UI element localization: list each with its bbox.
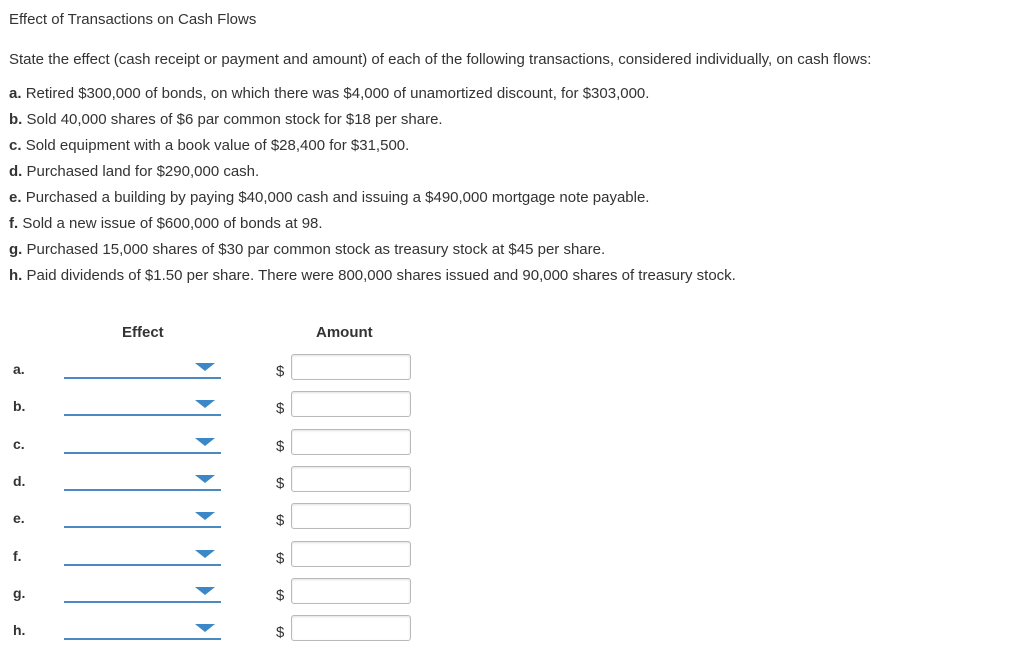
row-label: h.	[13, 622, 26, 638]
transaction-letter: b.	[9, 111, 23, 128]
amount-input-e[interactable]	[291, 503, 411, 529]
answer-row-c	[0, 428, 1024, 465]
amount-column-header: Amount	[316, 324, 373, 341]
transaction-item-c	[9, 137, 736, 163]
amount-input-d[interactable]	[291, 466, 411, 492]
transaction-letter: a.	[9, 85, 22, 102]
chevron-down-icon[interactable]	[195, 512, 215, 520]
row-label: a.	[13, 361, 25, 377]
row-label: c.	[13, 436, 25, 452]
transaction-letter: g.	[9, 241, 23, 258]
transaction-item-h	[9, 267, 736, 293]
transaction-list	[9, 85, 736, 293]
chevron-down-icon[interactable]	[195, 624, 215, 632]
transaction-text: Sold equipment with a book value of $28,400 for $31,500.	[25, 137, 410, 154]
transaction-text: Purchased 15,000 shares of $30 par common stock as treasury stock at $45 per share.	[26, 241, 606, 258]
transaction-letter: h.	[9, 267, 23, 284]
row-label: b.	[13, 398, 26, 414]
amount-input-a[interactable]	[291, 354, 411, 380]
transaction-item-f	[9, 215, 736, 241]
effect-dropdown-d[interactable]	[64, 467, 221, 491]
row-label: g.	[13, 585, 26, 601]
amount-input-g[interactable]	[291, 578, 411, 604]
answer-row-b	[0, 390, 1024, 427]
answer-row-f	[0, 540, 1024, 577]
row-label: f.	[13, 548, 22, 564]
answer-row-a	[0, 353, 1024, 390]
effect-dropdown-a[interactable]	[64, 355, 221, 379]
transaction-letter: c.	[9, 137, 22, 154]
amount-input-h[interactable]	[291, 615, 411, 641]
currency-symbol: $	[276, 400, 285, 417]
transaction-letter: d.	[9, 163, 23, 180]
effect-dropdown-h[interactable]	[64, 616, 221, 640]
chevron-down-icon[interactable]	[195, 438, 215, 446]
currency-symbol: $	[276, 624, 285, 641]
transaction-letter: e.	[9, 189, 22, 206]
answer-row-g	[0, 577, 1024, 614]
chevron-down-icon[interactable]	[195, 587, 215, 595]
transaction-item-e	[9, 189, 736, 215]
transaction-item-g	[9, 241, 736, 267]
transaction-item-d	[9, 163, 736, 189]
answer-row-e	[0, 502, 1024, 539]
transaction-item-a	[9, 85, 736, 111]
answer-row-h	[0, 614, 1024, 651]
page-title: Effect of Transactions on Cash Flows	[9, 11, 257, 28]
effect-dropdown-f[interactable]	[64, 542, 221, 566]
transaction-text: Retired $300,000 of bonds, on which there was $4,000 of unamortized discount, for $303,000.	[25, 85, 650, 102]
currency-symbol: $	[276, 587, 285, 604]
amount-input-f[interactable]	[291, 541, 411, 567]
currency-symbol: $	[276, 438, 285, 455]
chevron-down-icon[interactable]	[195, 400, 215, 408]
effect-dropdown-c[interactable]	[64, 430, 221, 454]
transaction-text: Purchased a building by paying $40,000 cash and issuing a $490,000 mortgage note payable.	[25, 189, 650, 206]
effect-dropdown-g[interactable]	[64, 579, 221, 603]
transaction-text: Purchased land for $290,000 cash.	[26, 163, 260, 180]
row-label: e.	[13, 510, 25, 526]
answer-row-d	[0, 465, 1024, 502]
currency-symbol: $	[276, 475, 285, 492]
effect-dropdown-b[interactable]	[64, 392, 221, 416]
effect-column-header: Effect	[122, 324, 164, 341]
transaction-item-b	[9, 111, 736, 137]
chevron-down-icon[interactable]	[195, 475, 215, 483]
chevron-down-icon[interactable]	[195, 363, 215, 371]
currency-symbol: $	[276, 512, 285, 529]
instructions-text: State the effect (cash receipt or payment and amount) of each of the following transactions, considered individually, on cash flows:	[9, 51, 872, 68]
transaction-text: Sold 40,000 shares of $6 par common stock for $18 per share.	[26, 111, 443, 128]
effect-dropdown-e[interactable]	[64, 504, 221, 528]
transaction-text: Paid dividends of $1.50 per share. There were 800,000 shares issued and 90,000 shares of treasury stock.	[26, 267, 736, 284]
transaction-text: Sold a new issue of $600,000 of bonds at 98.	[22, 215, 323, 232]
chevron-down-icon[interactable]	[195, 550, 215, 558]
transaction-letter: f.	[9, 215, 19, 232]
amount-input-c[interactable]	[291, 429, 411, 455]
row-label: d.	[13, 473, 26, 489]
currency-symbol: $	[276, 363, 285, 380]
amount-input-b[interactable]	[291, 391, 411, 417]
currency-symbol: $	[276, 550, 285, 567]
